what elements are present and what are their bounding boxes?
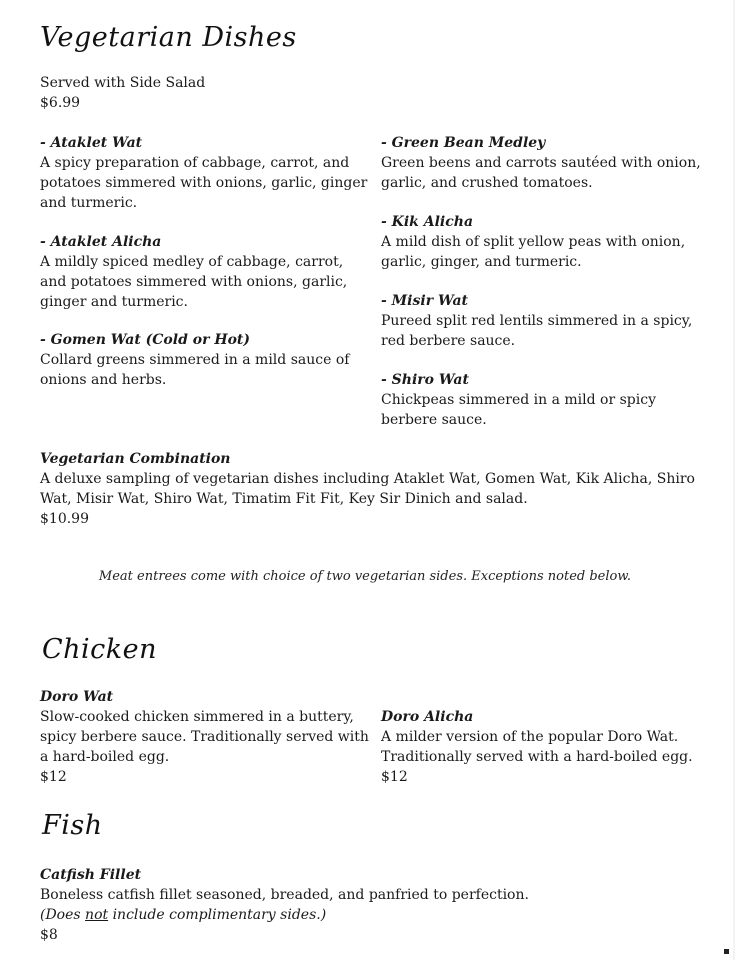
menu-item-name: - Ataklet Wat [40, 135, 143, 151]
menu-item-desc: A spicy preparation of cabbage, carrot, and potatoes simmered with onions, garlic, ginger and turmeric. [40, 155, 368, 211]
menu-item-desc: Collard greens simmered in a mild sauce of onions and herbs. [40, 352, 350, 388]
menu-item [40, 865, 700, 945]
menu-item [381, 133, 701, 193]
menu-item-name: Catfish Fillet [40, 867, 142, 883]
menu-item-desc: A deluxe sampling of vegetarian dishes including Ataklet Wat, Gomen Wat, Kik Alicha, Shiro Wat, Misir Wat, Shiro Wat, Timatim Fit Fit, Key Sir Dinich and salad. [40, 471, 695, 507]
menu-item-desc: Boneless catfish fillet seasoned, breaded, and panfried to perfection. [40, 887, 529, 903]
menu-item [381, 707, 701, 787]
menu-item-price: $12 [381, 769, 408, 785]
menu-item-name: - Kik Alicha [381, 214, 474, 230]
menu-item-name: - Gomen Wat (Cold or Hot) [40, 332, 250, 348]
menu-item [40, 687, 370, 787]
menu-item-combination [40, 449, 700, 529]
menu-item-desc: Green beens and carrots sautéed with onion, garlic, and crushed tomatoes. [381, 155, 701, 191]
menu-item [381, 212, 701, 272]
menu-item-name: - Shiro Wat [381, 372, 469, 388]
menu-item-price: $8 [40, 927, 58, 943]
menu-item-desc: A mild dish of split yellow peas with onion, garlic, ginger, and turmeric. [381, 234, 686, 270]
menu-item-name: Vegetarian Combination [40, 451, 231, 467]
menu-item-desc: A mildly spiced medley of cabbage, carrot, and potatoes simmered with onions, garlic, ginger and turmeric. [40, 254, 348, 310]
served-with-text: Served with Side Salad [40, 75, 206, 91]
menu-item [40, 133, 370, 213]
menu-item-desc: A milder version of the popular Doro Wat. Traditionally served with a hard-boiled egg. [381, 729, 693, 765]
section-title-vegetarian: Vegetarian Dishes [40, 22, 297, 53]
menu-item-desc: Slow-cooked chicken simmered in a buttery, spicy berbere sauce. Traditionally served with a hard-boiled egg. [40, 709, 369, 765]
menu-item-name: Doro Alicha [381, 709, 474, 725]
menu-item-price: $10.99 [40, 511, 89, 527]
meat-entrees-note: Meat entrees come with choice of two vegetarian sides. Exceptions noted below. [98, 569, 632, 584]
corner-mark [724, 949, 729, 954]
menu-item-price: $12 [40, 769, 67, 785]
menu-item-name: Doro Wat [40, 689, 114, 705]
menu-item-name: - Ataklet Alicha [40, 234, 162, 250]
menu-item-name: - Green Bean Medley [381, 135, 546, 151]
menu-item [381, 370, 701, 430]
vegetarian-price: $6.99 [40, 95, 81, 111]
note-close: include complimentary sides.) [108, 907, 327, 923]
menu-item [40, 232, 370, 312]
menu-item-desc: Pureed split red lentils simmered in a spicy, red berbere sauce. [381, 313, 693, 349]
note-open: (Does [40, 907, 86, 923]
note-not: not [85, 907, 109, 923]
menu-item [381, 291, 701, 351]
menu-item-name: - Misir Wat [381, 293, 468, 309]
section-title-fish: Fish [42, 810, 103, 841]
sides-exception-note [40, 905, 700, 925]
menu-item [40, 330, 370, 390]
menu-item-desc: Chickpeas simmered in a mild or spicy berbere sauce. [381, 392, 656, 428]
section-title-chicken: Chicken [42, 634, 158, 665]
